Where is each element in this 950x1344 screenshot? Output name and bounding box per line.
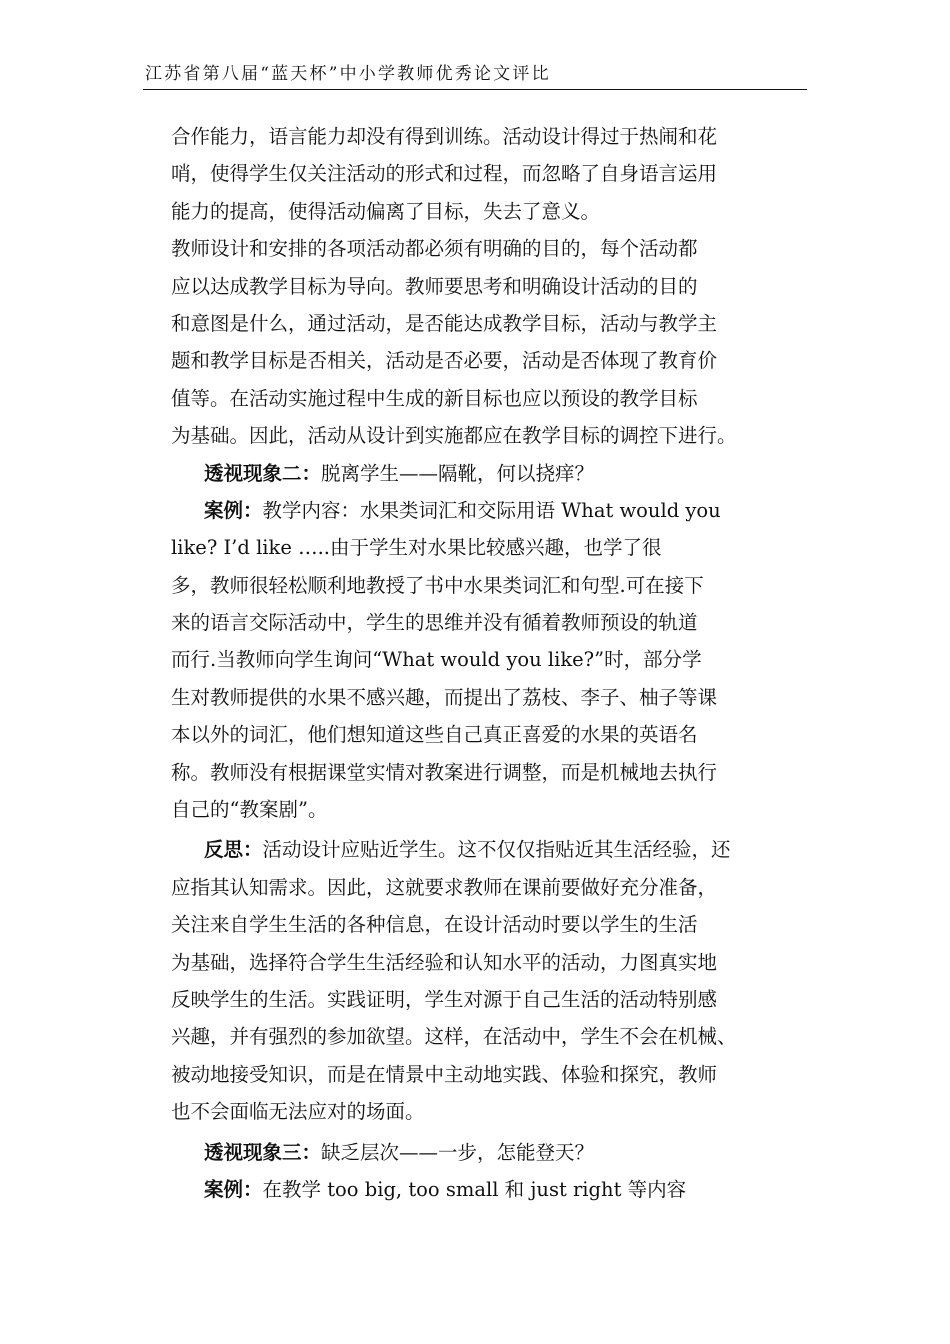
text-line: 来的语言交际活动中，学生的思维并没有循着教师预设的轨道	[171, 611, 698, 635]
text-line: 自己的“教案剧”。	[171, 798, 328, 822]
text-line: like? I’d like …..由于学生对水果比较感兴趣，也学了很	[171, 536, 662, 560]
text-line: 能力的提高，使得活动偏离了目标，失去了意义。	[171, 199, 601, 223]
text-line: 关注来自学生生活的各种信息，在设计活动时要以学生的生活	[171, 913, 698, 937]
text-line: 为基础，选择符合学生生活经验和认知水平的活动，力图真实地	[171, 950, 718, 974]
text-line: 多，教师很轻松顺利地教授了书中水果类词汇和句型.可在接下	[171, 573, 704, 597]
text-line: 为基础。因此，活动从设计到实施都应在教学目标的调控下进行。	[171, 424, 737, 448]
text-line: 合作能力，语言能力却没有得到训练。活动设计得过于热闹和花	[171, 125, 718, 148]
text-line: 值等。在活动实施过程中生成的新目标也应以预设的教学目标	[171, 386, 698, 410]
section-heading-text: 脱离学生——隔靴，何以挠痒？	[321, 461, 595, 485]
text-line: 教师设计和安排的各项活动都必须有明确的目的，每个活动都	[171, 237, 698, 261]
header-rule	[143, 89, 807, 90]
case-label: 案例：	[204, 1177, 263, 1201]
text-line: 应以达成教学目标为导向。教师要思考和明确设计活动的目的	[171, 274, 698, 298]
text-line: 被动地接受知识，而是在情景中主动地实践、体验和探究，教师	[171, 1062, 718, 1086]
text-line: 生对教师提供的水果不感兴趣，而提出了荔枝、李子、柚子等课	[171, 685, 718, 709]
reflection-label: 反思：	[204, 838, 263, 862]
text-line: 本以外的词汇，他们想知道这些自己真正喜爱的水果的英语名	[171, 723, 698, 747]
case-label: 案例：	[204, 498, 263, 522]
section-heading-text: 缺乏层次——一步，怎能登天？	[321, 1140, 595, 1164]
text-line: 和意图是什么，通过活动，是否能达成教学目标，活动与教学主	[171, 311, 718, 335]
text-line: 而行.当教师向学生询问“What would you like?”时，部分学	[171, 648, 702, 672]
document-body	[171, 118, 811, 1208]
text-line: 哨，使得学生仅关注活动的形式和过程，而忽略了自身语言运用	[171, 162, 718, 186]
text-line: 题和教学目标是否相关，活动是否必要，活动是否体现了教育价	[171, 349, 718, 373]
text-line: 应指其认知需求。因此，这就要求教师在课前要做好充分准备，	[171, 875, 718, 899]
text-line: 反映学生的生活。实践证明，学生对源于自己生活的活动特别感	[171, 987, 718, 1011]
text-line: 称。教师没有根据课堂实情对教案进行调整，而是机械地去执行	[171, 760, 718, 784]
section-heading	[171, 1134, 811, 1171]
document-header: 江苏省第八届“蓝天杯”中小学教师优秀论文评比	[145, 64, 551, 84]
case-text: 教学内容：水果类词汇和交际用语 What would you	[262, 498, 721, 522]
section-heading-label: 透视现象三：	[204, 1140, 322, 1164]
text-line: 兴趣，并有强烈的参加欲望。这样，在活动中，学生不会在机械、	[171, 1025, 737, 1049]
text-line: 也不会面临无法应对的场面。	[171, 1100, 425, 1124]
case-line	[171, 1171, 811, 1208]
reflection-text: 活动设计应贴近学生。这不仅仅指贴近其生活经验，还	[262, 838, 731, 862]
case-text: 在教学 too big, too small 和 just right 等内容	[262, 1177, 687, 1201]
section-heading	[171, 455, 811, 492]
reflection-line	[171, 831, 811, 868]
section-heading-label: 透视现象二：	[204, 461, 322, 485]
case-line	[171, 492, 811, 529]
